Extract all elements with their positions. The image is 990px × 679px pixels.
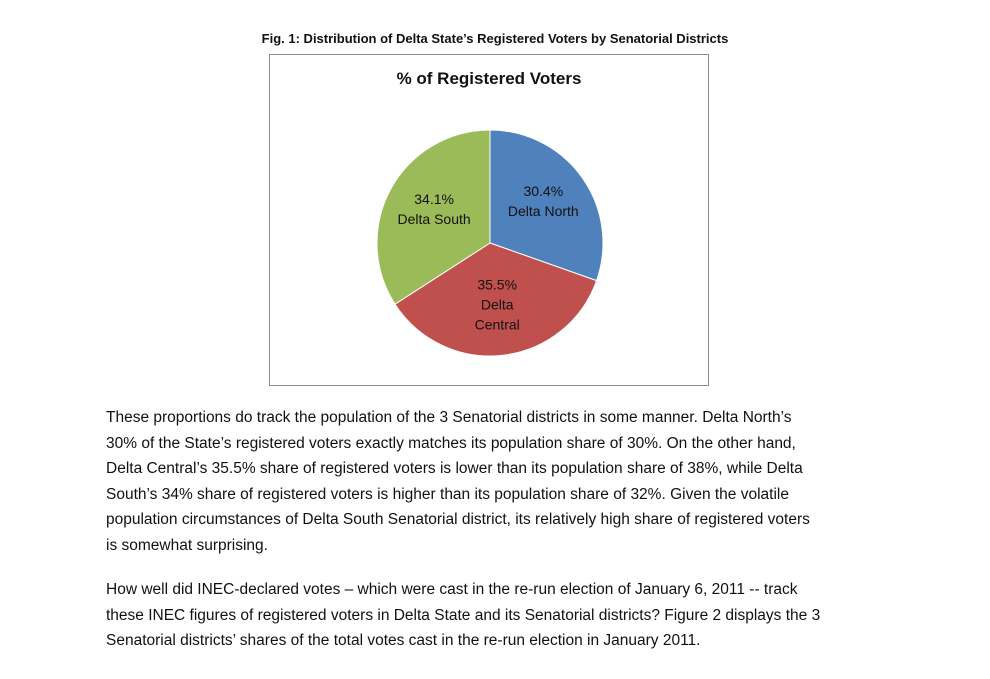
paragraph-line: population circumstances of Delta South Senatorial district, its relatively high share of registered voters [106,511,810,528]
pie-chart-svg [270,55,710,387]
paragraph-1 [106,405,896,558]
paragraph-line: How well did INEC-declared votes – which were cast in the re-run election of January 6, 2011 -- track [106,581,798,598]
chart-title: % of Registered Voters [396,69,582,88]
data-label-delta-central: 35.5% Delta Central [474,276,520,333]
paragraph-line: Delta Central’s 35.5% share of registered voters is lower than its population share of 38%, while Delta [106,460,803,477]
paragraph-2 [106,577,896,654]
paragraph-line: is somewhat surprising. [106,536,268,554]
data-label-delta-north: 30.4% Delta North [507,183,579,220]
paragraph-line: 30% of the State’s registered voters exactly matches its population share of 30%. On the other hand, [106,434,796,452]
paragraph-line: South’s 34% share of registered voters is higher than its population share of 32%. Given the volatile [106,485,789,503]
paragraph-line: these INEC figures of registered voters in Delta State and its Senatorial districts? Figure 2 displays the 3 [106,606,821,624]
paragraph-line: These proportions do track the population of the 3 Senatorial districts in some manner. Delta North’s [106,409,792,426]
pie-chart [269,54,709,386]
data-label-delta-south: 34.1% Delta South [397,190,471,227]
paragraph-line: Senatorial districts’ shares of the total votes cast in the re-run election in January 2011. [106,632,701,649]
figure-caption: Fig. 1: Distribution of Delta State’s Registered Voters by Senatorial Districts [261,31,729,46]
